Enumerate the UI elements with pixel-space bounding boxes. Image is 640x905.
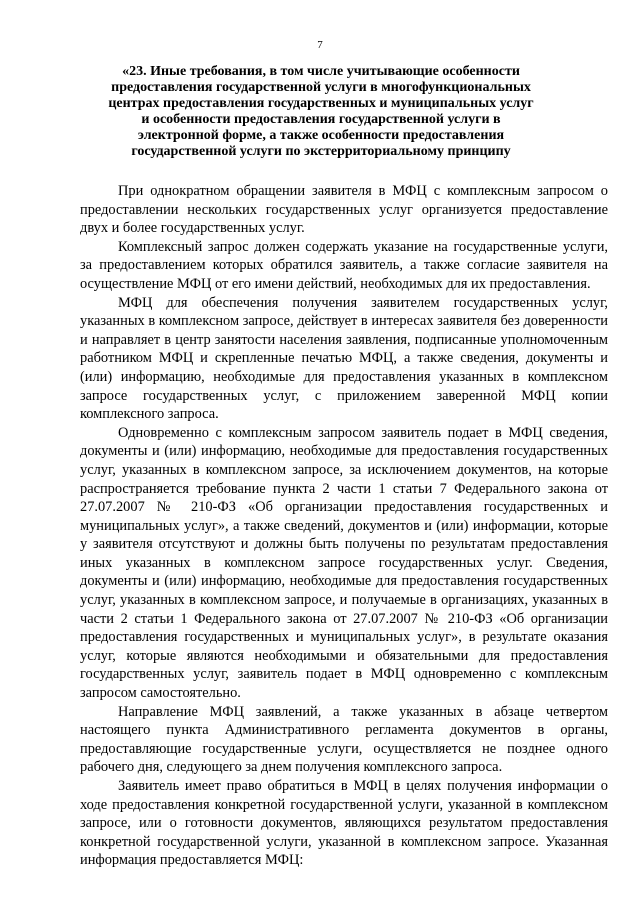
- body-text: [80, 182, 608, 870]
- section-heading: «23. Иные требования, в том числе учитывающие особенности предоставления государственной услуги в многофункциональных центрах предоставления государственных и муниципальных услуг и особенности предоставления государственной услуги в электронной форме, а также особенности предоставления государственной услуги по экстерриториальному принципу: [108, 64, 534, 159]
- page-number: 7: [317, 39, 323, 51]
- paragraph: Одновременно с комплексным запросом заявитель подает в МФЦ сведения, документы и (или) информацию, необходимые для предоставления государственных услуг, указанных в комплексном запросе, за исключением документов, на которые распространяется требование пункта 2 части 1 статьи 7 Федерального закона от 27.07.2007 № 210-ФЗ «Об организации предоставления государственных и муниципальных услуг», а также сведений, документов и (или) информации, которые у заявителя отсутствуют и должны быть получены по результатам предоставления иных указанных в комплексном запросе государственных услуг. Сведения, документы и (или) информацию, необходимые для предоставления государственных услуг, указанных в комплексном запросе, и получаемые в организациях, указанных в части 2 статьи 1 Федерального закона от 27.07.2007 № 210-ФЗ «Об организации предоставления государственных и муниципальных услуг», в результате оказания услуг, которые являются необходимыми и обязательными для предоставления государственных услуг, заявитель подает в МФЦ одновременно с комплексным запросом самостоятельно.: [80, 424, 608, 702]
- paragraph: Заявитель имеет право обратиться в МФЦ в целях получения информации о ходе предоставления конкретной государственной услуги, указанной в комплексном запросе, или о готовности документов, являющихся результатом предоставления конкретной государственной услуги, указанной в комплексном запросе. Указанная информация предоставляется МФЦ:: [80, 778, 608, 869]
- paragraph: При однократном обращении заявителя в МФЦ с комплексным запросом о предоставлении нескольких государственных услуг организуется предоставление двух и более государственных услуг.: [80, 183, 608, 237]
- paragraph: Направление МФЦ заявлений, а также указанных в абзаце четвертом настоящего пункта Административного регламента документов в органы, предоставляющие государственные услуги, осуществляется не позднее одного рабочего дня, следующего за днем получения комплексного запроса.: [80, 703, 608, 776]
- paragraph: Комплексный запрос должен содержать указание на государственные услуги, за предоставлением которых обратился заявитель, а также согласие заявителя на осуществление МФЦ от его имени действий, необходимых для их предоставления.: [80, 238, 608, 292]
- paragraph: МФЦ для обеспечения получения заявителем государственных услуг, указанных в комплексном запросе, действует в интересах заявителя без доверенности и направляет в центр занятости населения заявления, подписанные уполномоченным работником МФЦ и скрепленные печатью МФЦ, а также сведения, документы и (или) информацию, необходимые для предоставления указанных в комплексном запросе государственных услуг, с приложением заверенной МФЦ копии комплексного запроса.: [80, 294, 608, 423]
